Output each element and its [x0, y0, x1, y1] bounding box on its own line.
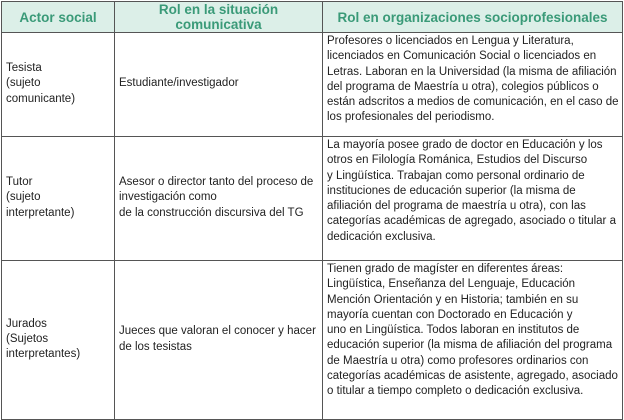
rol-organizaciones-cell: [323, 33, 623, 137]
cell-line: categorías académicas de agregado, asociado o titular a: [327, 215, 616, 228]
cell-line: mayoría cuentan con Doctorado en Educación y: [327, 308, 573, 321]
cell-line: Lingüística, Enseñanza del Lenguaje, Educación: [327, 278, 576, 291]
cell-line: interpretante): [6, 206, 75, 219]
cell-line: Letras. Laboran en la Universidad (la misma de afiliación: [327, 65, 617, 78]
cell-line: los profesionales del periodismo.: [327, 111, 495, 124]
cell-line: Estudiante/investigador: [119, 77, 239, 90]
cell-line: de la construcción discursiva del TG: [119, 206, 304, 219]
cell-line: Tienen grado de magíster en diferentes áreas:: [327, 263, 564, 275]
rol-situacion-cell: [115, 261, 323, 420]
actor-cell: [2, 137, 115, 261]
cell-line: investigación como: [119, 191, 217, 204]
cell-line: interpretantes): [6, 348, 81, 361]
cell-line: Mención Orientación y en Historia; también en su: [327, 293, 579, 306]
header-row: [2, 2, 623, 33]
cell-line: Jueces que valoran el conocer y hacer: [119, 325, 316, 338]
cell-line: instituciones de educación superior (la misma de: [327, 184, 576, 197]
cell-line: (sujeto: [6, 77, 41, 90]
cell-line: o titular a tiempo completo o dedicación exclusiva.: [327, 385, 584, 398]
table-row: [2, 261, 623, 420]
cell-line: uno en Lingüística. Todos laboran en institutos de: [327, 324, 580, 337]
header-actor-social: Actor social: [2, 2, 115, 33]
header-rol-organizaciones: Rol en organizaciones socioprofesionales: [323, 2, 623, 33]
header-rol-situacion: Rol en la situación comunicativa: [115, 2, 323, 33]
table-row: [2, 137, 623, 261]
cell-line: del programa de Maestría u otra), colegios públicos o: [327, 80, 599, 93]
cell-line: Asesor o director tanto del proceso de: [119, 176, 314, 189]
rol-organizaciones-cell: [323, 137, 623, 261]
cell-line: Tutor: [6, 176, 33, 189]
cell-line: están adscritos a medios de comunicación, en el caso de: [327, 96, 619, 109]
cell-line: categorías académicas de asistente, agregado, asociado: [327, 370, 618, 383]
actors-table: [1, 1, 623, 420]
actor-cell: [2, 33, 115, 137]
rol-situacion-cell: [115, 33, 323, 137]
cell-line: licenciados en Comunicación Social o licenciados en: [327, 50, 597, 63]
cell-line: de Maestría u otra) como profesores ordinarios con: [327, 354, 589, 367]
cell-line: educación superior (la misma de afiliación del programa: [327, 339, 613, 352]
cell-line: (Sujetos: [6, 332, 49, 345]
cell-line: Profesores o licenciados en Lengua y Literatura,: [327, 35, 574, 47]
actor-cell: [2, 261, 115, 420]
cell-line: y Lingüística. Trabajan como personal ordinario de: [327, 169, 585, 182]
rol-situacion-cell: [115, 137, 323, 261]
cell-line: (sujeto: [6, 191, 41, 204]
table-row: [2, 33, 623, 137]
cell-line: afiliación del programa de maestría u otra), con las: [327, 200, 586, 213]
cell-line: Tesista: [6, 62, 42, 75]
rol-organizaciones-cell: [323, 261, 623, 420]
cell-line: comunicante): [6, 92, 76, 105]
cell-line: Jurados: [6, 317, 47, 330]
cell-line: de los tesistas: [119, 340, 192, 353]
cell-line: otros en Filología Románica, Estudios del Discurso: [327, 154, 588, 167]
cell-line: dedicación exclusiva.: [327, 230, 436, 243]
cell-line: La mayoría posee grado de doctor en Educación y los: [327, 139, 603, 151]
